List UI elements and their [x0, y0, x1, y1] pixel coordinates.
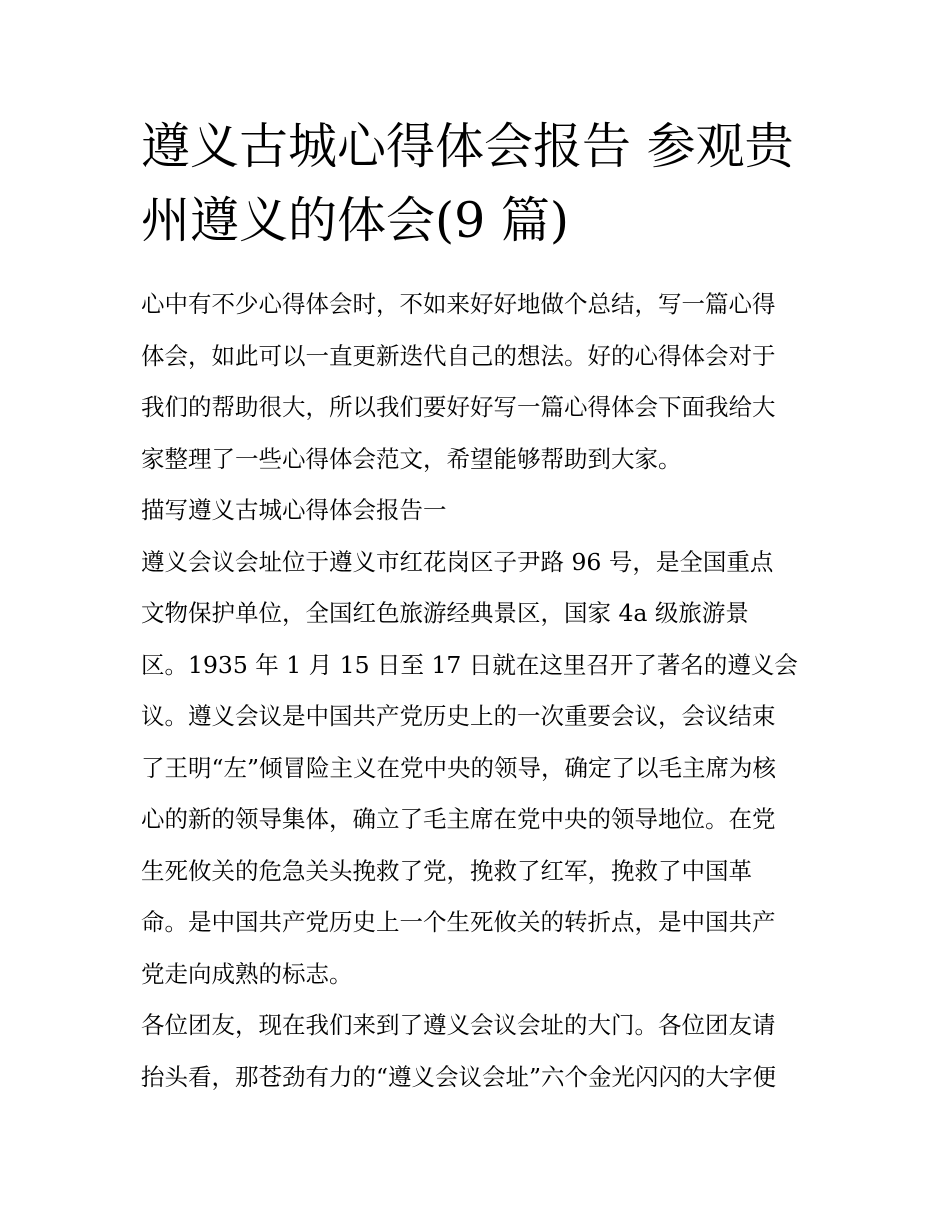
document-page: [141, 110, 813, 1103]
paragraph-zunyi-meeting: [141, 537, 813, 1001]
text-line: 心的新的领导集体，确立了毛主席在党中央的领导地位。在党: [141, 805, 776, 833]
section-heading: [141, 485, 813, 537]
text-line: 文物保护单位，全国红色旅游经典景区，国家 4a 级旅游景: [141, 599, 749, 627]
text-line: 家整理了一些心得体会范文，希望能够帮助到大家。: [141, 444, 682, 473]
text-line: 生死攸关的危急关头挽救了党，挽救了红军，挽救了中国革: [141, 856, 752, 885]
document-title: [141, 110, 813, 258]
text-line: 各位团友，现在我们来到了遵义会议会址的大门。各位团友请: [141, 1011, 776, 1039]
text-line: 描写遵义古城心得体会报告一: [141, 496, 447, 524]
text-line: 命。是中国共产党历史上一个生死攸关的转折点，是中国共产: [141, 908, 776, 936]
document-body: [141, 279, 813, 1103]
paragraph-intro: [141, 279, 813, 485]
text-line: 区。1935 年 1 月 15 日至 17 日就在这里召开了著名的遵义会: [141, 650, 798, 679]
text-line: 我们的帮助很大，所以我们要好好写一篇心得体会下面我给大: [141, 393, 776, 421]
text-line: 党走向成熟的标志。: [141, 959, 353, 988]
text-line: 遵义会议会址位于遵义市红花岗区子尹路 96 号，是全国重点: [141, 547, 774, 576]
text-line: 抬头看，那苍劲有力的“遵义会议会址”六个金光闪闪的大字便: [141, 1062, 777, 1091]
text-line: 议。遵义会议是中国共产党历史上的一次重要会议，会议结束: [141, 702, 776, 730]
text-line: 体会，如此可以一直更新迭代自己的想法。好的心得体会对于: [141, 341, 776, 370]
text-line: 心中有不少心得体会时，不如来好好地做个总结，写一篇心得: [141, 290, 776, 318]
title-line-2: 州遵义的体会(9 篇): [141, 192, 569, 249]
paragraph-tour-guide: [141, 1000, 813, 1103]
title-line-1: 遵义古城心得体会报告 参观贵: [141, 118, 794, 175]
text-line: 了王明“左”倾冒险主义在党中央的领导，确定了以毛主席为核: [141, 753, 777, 782]
